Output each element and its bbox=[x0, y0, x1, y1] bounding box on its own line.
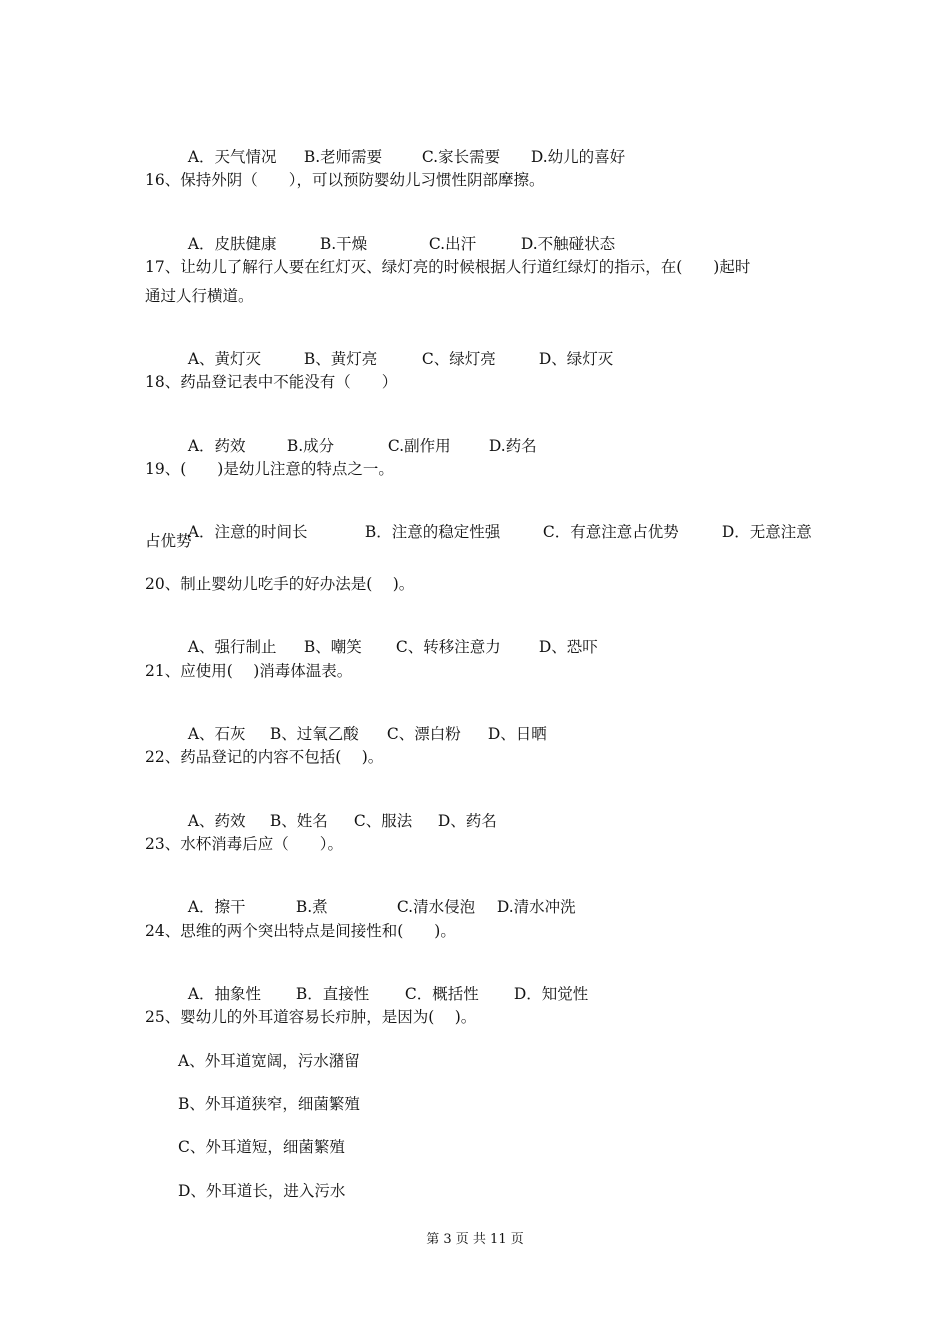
question-25-option-c: C、外耳道短，细菌繁殖 bbox=[178, 1138, 345, 1156]
option-a: A．天气情况 bbox=[187, 148, 277, 166]
question-17: 17、让幼儿了解行人要在红灯灭、绿灯亮的时候根据人行道红绿灯的指示，在( )起时 bbox=[145, 258, 751, 276]
question-21: 21、应使用( )消毒体温表。 bbox=[145, 662, 353, 680]
option-d: D.药名 bbox=[488, 437, 537, 455]
question-16-options bbox=[178, 214, 615, 254]
option-b: B.成分 bbox=[286, 437, 335, 455]
question-23: 23、水杯消毒后应（ ）。 bbox=[145, 835, 343, 853]
question-16: 16、保持外阴（ ），可以预防婴幼儿习惯性阴部摩擦。 bbox=[145, 171, 545, 189]
option-c: C、绿灯亮 bbox=[421, 350, 496, 368]
option-c: C、转移注意力 bbox=[395, 638, 501, 656]
option-d: D、恐吓 bbox=[538, 638, 598, 656]
option-d: D、药名 bbox=[437, 812, 497, 830]
option-d: D、日晒 bbox=[487, 725, 547, 743]
option-d: D．知觉性 bbox=[513, 985, 589, 1003]
option-d: D.清水冲洗 bbox=[496, 898, 576, 916]
option-d: D.幼儿的喜好 bbox=[530, 148, 626, 166]
option-a: A．药效 bbox=[187, 437, 246, 455]
option-c: C.家长需要 bbox=[421, 148, 501, 166]
option-c: C.出汗 bbox=[428, 235, 477, 253]
question-17-options bbox=[178, 329, 613, 369]
question-21-options bbox=[178, 704, 547, 744]
page-footer: 第 3 页 共 11 页 bbox=[426, 1232, 524, 1247]
question-18: 18、药品登记表中不能没有（ ） bbox=[145, 373, 398, 391]
option-a: A、黄灯灭 bbox=[187, 350, 262, 368]
option-c: C.副作用 bbox=[387, 437, 451, 455]
question-22: 22、药品登记的内容不包括( )。 bbox=[145, 748, 384, 766]
option-b: B．注意的稳定性强 bbox=[364, 523, 501, 541]
question-25-option-a: A、外耳道宽阔，污水潴留 bbox=[178, 1052, 360, 1070]
question-22-options bbox=[178, 791, 497, 831]
question-24: 24、思维的两个突出特点是间接性和( )。 bbox=[145, 922, 456, 940]
option-c: C．概括性 bbox=[404, 985, 479, 1003]
option-b: B、过氧乙酸 bbox=[269, 725, 359, 743]
option-c: C．有意注意占优势 bbox=[542, 523, 679, 541]
option-d: D.不触碰状态 bbox=[520, 235, 616, 253]
option-d: D、绿灯灭 bbox=[538, 350, 614, 368]
option-c: C、服法 bbox=[353, 812, 413, 830]
question-24-options bbox=[178, 964, 588, 1004]
option-a: A、药效 bbox=[187, 812, 246, 830]
question-20: 20、制止婴幼儿吃手的好办法是( )。 bbox=[145, 575, 415, 593]
question-18-options bbox=[178, 416, 537, 456]
option-a: A．抽象性 bbox=[187, 985, 262, 1003]
question-19-cont: 占优势 bbox=[145, 532, 192, 550]
option-b: B.煮 bbox=[295, 898, 328, 916]
option-b: B、嘲笑 bbox=[303, 638, 362, 656]
option-b: B.干燥 bbox=[319, 235, 368, 253]
option-a: A．擦干 bbox=[187, 898, 246, 916]
option-a: A．皮肤健康 bbox=[187, 235, 277, 253]
question-15-options bbox=[178, 127, 625, 167]
question-19: 19、( )是幼儿注意的特点之一。 bbox=[145, 460, 394, 478]
option-a: A．注意的时间长 bbox=[187, 523, 308, 541]
question-25: 25、婴幼儿的外耳道容易长疖肿，是因为( )。 bbox=[145, 1008, 477, 1026]
question-17-cont: 通过人行横道。 bbox=[145, 287, 254, 305]
option-c: C、漂白粉 bbox=[386, 725, 461, 743]
question-23-options bbox=[178, 877, 576, 917]
option-b: B、黄灯亮 bbox=[303, 350, 378, 368]
option-b: B.老师需要 bbox=[303, 148, 383, 166]
option-d: D．无意注意 bbox=[721, 523, 812, 541]
question-20-options bbox=[178, 617, 598, 657]
question-25-option-b: B、外耳道狭窄，细菌繁殖 bbox=[178, 1095, 360, 1113]
option-b: B．直接性 bbox=[295, 985, 370, 1003]
question-19-options bbox=[178, 502, 812, 542]
option-a: A、强行制止 bbox=[187, 638, 277, 656]
option-a: A、石灰 bbox=[187, 725, 246, 743]
option-b: B、姓名 bbox=[269, 812, 328, 830]
option-c: C.清水侵泡 bbox=[396, 898, 476, 916]
question-25-option-d: D、外耳道长，进入污水 bbox=[178, 1182, 346, 1200]
